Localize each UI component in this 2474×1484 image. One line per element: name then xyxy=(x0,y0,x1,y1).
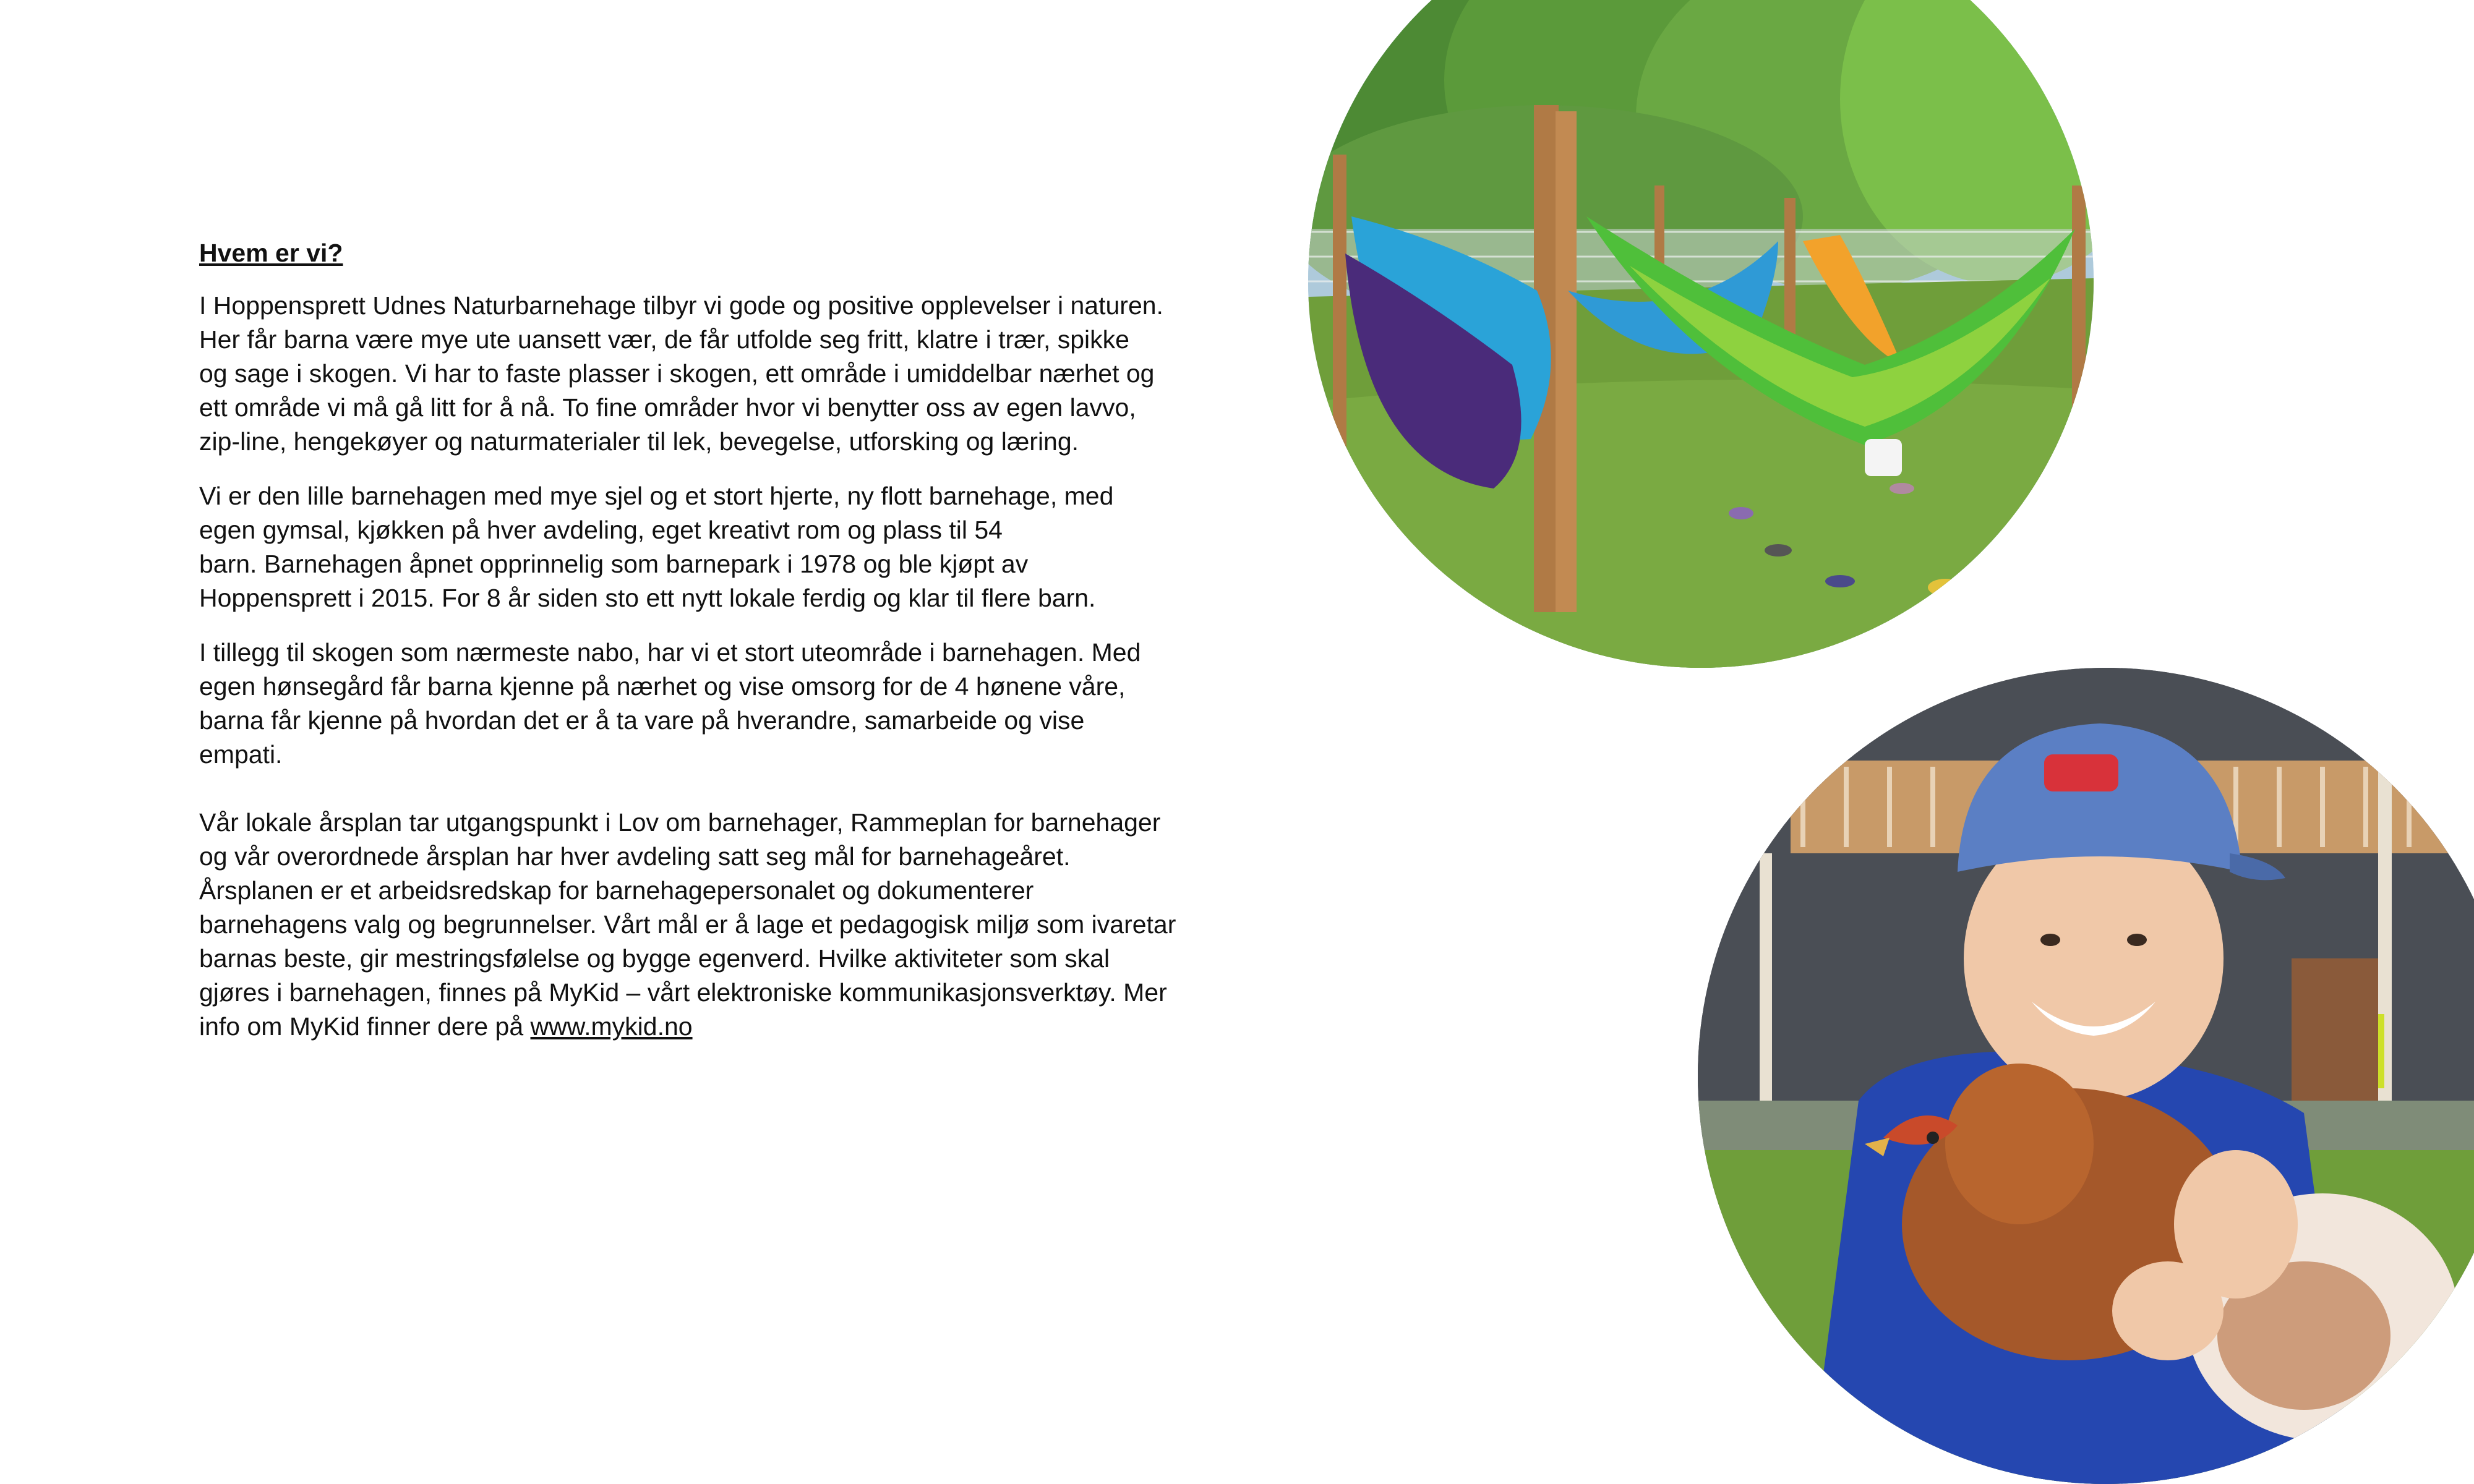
mykid-link[interactable]: www.mykid.no xyxy=(530,1012,693,1041)
paragraph-history: Vi er den lille barnehagen med mye sjel og et stort hjerte, ny flott barnehage, med egen gymsal, kjøkken på hver avdeling, eget kreativt rom og plass til 54 barn. Barnehagen åpnet opprinnelig som barnepark i 1978 og ble kjøpt av Hoppensprett i 2015. For 8 år siden sto ett nytt lokale ferdig og klar til flere barn. xyxy=(199,482,1114,612)
child-with-hen-photo-icon xyxy=(1698,668,2474,1484)
paragraph-outdoor: I tillegg til skogen som nærmeste nabo, har vi et stort uteområde i barnehagen. Med egen hønsegård får barna kjenne på nærhet og vise omsorg for de 4 hønene våre, barna får kjenne på hvordan det er å ta vare på hverandre, samarbeide og vise empati. xyxy=(199,638,1141,769)
paragraph-intro: I Hoppensprett Udnes Naturbarnehage tilbyr vi gode og positive opplevelser i naturen. Her får barna være mye ute uansett vær, de får utfolde seg fritt, klatre i trær, spikke og sage i skogen. Vi har to faste plasser i skogen, ett område i umiddelbar nærhet og ett område vi må gå litt for å nå. To fine områder hvor vi benytter oss av egen lavvo, zip-line, hengekøyer og naturmaterialer til lek, bevegelse, utforsking og læring. xyxy=(199,291,1163,456)
section-heading: Hvem er vi? xyxy=(199,239,343,267)
hammocks-photo-icon xyxy=(1308,0,2094,668)
paragraph-annual-plan xyxy=(199,806,1238,1044)
about-section xyxy=(199,236,1238,1064)
paragraph-annual-plan-text: Vår lokale årsplan tar utgangspunkt i Lov om barnehager, Rammeplan for barnehager og vår overordnede årsplan har hver avdeling satt seg mål for barnehageåret. Årsplanen er et arbeidsredskap for barnehagepersonalet og dokumenterer barnehagens valg og begrunnelser. Vårt mål er å lage et pedagogisk miljø som ivaretar barnas beste, gir mestringsfølelse og bygge egenverd. Hvilke aktiviteter som skal gjøres i barnehagen, finnes på MyKid – vårt elektroniske kommunikasjonsverktøy. Mer info om MyKid finner dere på xyxy=(199,808,1176,1041)
